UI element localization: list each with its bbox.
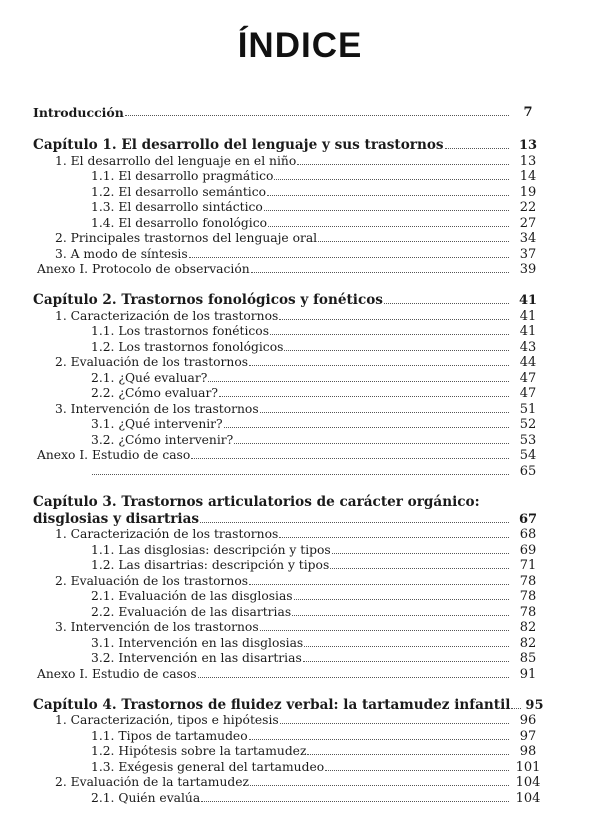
toc-page-number: 41 (519, 308, 537, 324)
toc-entry-label: 2. Evaluación de la tartamudez (55, 775, 249, 789)
dot-leader (279, 319, 509, 320)
dot-leader (267, 195, 509, 196)
toc-page-number: 53 (519, 432, 537, 448)
toc-entry-label: 2.1. Quién evalúa (91, 790, 201, 805)
toc-page-number: 68 (519, 527, 537, 542)
toc-entry[interactable] (33, 620, 543, 636)
toc-entry-blank[interactable] (33, 463, 543, 479)
toc-entry[interactable] (33, 759, 543, 775)
toc-entry[interactable] (33, 604, 543, 620)
dot-leader (234, 443, 509, 444)
toc-entry[interactable] (33, 200, 543, 216)
dot-leader (318, 241, 509, 242)
dot-leader (208, 381, 509, 382)
toc-entry-label: Introducción (33, 105, 124, 120)
dot-leader (307, 754, 509, 755)
dot-leader (325, 770, 509, 771)
toc-entry-label: Anexo I. Estudio de casos (37, 666, 197, 681)
toc-page-number: 54 (519, 448, 537, 463)
dot-leader (384, 303, 509, 304)
toc-entry[interactable] (33, 231, 543, 247)
toc-entry-label: Capítulo 2. Trastornos fonológicos y fonéticos (33, 292, 383, 308)
toc-entry-label: 3. Intervención de los trastornos (55, 401, 259, 416)
toc-entry[interactable] (33, 432, 543, 448)
toc-entry[interactable] (33, 790, 543, 806)
dot-leader (280, 723, 509, 724)
toc-entry-label: disglosias y disartrias (33, 510, 200, 527)
dot-leader (260, 630, 509, 631)
toc-page-number: 78 (519, 604, 537, 620)
dot-leader (191, 458, 509, 459)
toc-entry-label: 1.2. Hipótesis sobre la tartamudez (91, 744, 307, 758)
toc-entry[interactable] (33, 666, 543, 682)
dot-leader (219, 396, 509, 397)
toc-entry-label: 3.1. ¿Qué intervenir? (91, 417, 223, 431)
toc-entry-label: 2.1. Evaluación de las disglosias (91, 589, 293, 603)
dot-leader (200, 522, 509, 523)
toc-entry[interactable] (33, 775, 543, 791)
toc-entry[interactable] (33, 324, 543, 340)
chapter-heading[interactable] (33, 291, 543, 308)
toc-page-number: 41 (518, 293, 538, 308)
chapter-heading[interactable] (33, 136, 543, 153)
toc-page-number: 41 (519, 324, 537, 339)
dot-leader (274, 179, 509, 180)
dot-leader (249, 584, 509, 585)
toc-entry-label: 2.2. ¿Cómo evaluar? (91, 386, 218, 400)
toc-entry-label: Anexo I. Protocolo de observación (37, 262, 250, 276)
dot-leader (249, 739, 509, 740)
toc-page-number: 14 (519, 169, 537, 184)
toc-entry[interactable] (33, 401, 543, 417)
toc-page-number: 43 (519, 339, 537, 355)
dot-leader (260, 412, 509, 413)
dot-leader (445, 148, 509, 149)
page-title: ÍNDICE (237, 26, 363, 65)
toc-page-number: 96 (519, 713, 537, 728)
dot-leader (511, 708, 521, 709)
toc-page-number: 104 (515, 790, 541, 806)
toc-entry-label: 2. Evaluación de los trastornos (55, 355, 249, 369)
toc-entry-label: Capítulo 4. Trastornos de fluidez verbal: la tartamudez infantil (33, 696, 511, 713)
toc-entry-label: 3. A modo de síntesis (55, 246, 188, 261)
toc-page-number: 67 (518, 511, 538, 527)
toc-page-number: 65 (519, 463, 537, 479)
toc-entry[interactable] (33, 169, 543, 185)
toc-entry[interactable] (33, 262, 543, 278)
dot-leader (224, 427, 509, 428)
toc-entry[interactable] (33, 417, 543, 433)
toc-entry-label: 3.2. ¿Cómo intervenir? (91, 432, 234, 447)
toc-page-number: 19 (519, 184, 537, 200)
toc-page-number: 52 (519, 417, 537, 432)
toc-page-number: 91 (519, 666, 537, 682)
toc-entry[interactable] (33, 184, 543, 200)
toc-page-number: 82 (519, 635, 537, 651)
toc-entry[interactable] (33, 448, 543, 464)
dot-leader (303, 661, 509, 662)
toc-entry-label: 1. El desarrollo del lenguaje en el niño (55, 153, 297, 168)
spacer (33, 479, 543, 493)
dot-leader (297, 164, 509, 165)
toc-entry-label: 3.2. Intervención en las disartrias (91, 651, 302, 665)
toc-entry[interactable] (33, 215, 543, 231)
toc-entry-label: 1.2. El desarrollo semántico (91, 184, 266, 199)
dot-leader (332, 553, 509, 554)
dot-leader (201, 801, 509, 802)
toc-entry-label: 1.1. El desarrollo pragmático (91, 169, 274, 183)
toc-page-number: 13 (519, 153, 537, 169)
table-of-contents (33, 103, 543, 806)
dot-leader (294, 599, 509, 600)
toc-page-number: 7 (523, 105, 533, 120)
toc-page-number: 101 (515, 759, 541, 775)
toc-entry-label: 2.1. ¿Qué evaluar? (91, 370, 208, 385)
dot-leader (330, 568, 509, 569)
toc-page-number: 82 (519, 620, 537, 635)
dot-leader (268, 226, 509, 227)
spacer (33, 682, 543, 696)
toc-entry[interactable] (33, 713, 543, 729)
toc-page-number: 44 (519, 355, 537, 370)
toc-entry-label: Anexo I. Estudio de caso (37, 448, 191, 462)
spacer (33, 120, 543, 136)
toc-entry-introduction[interactable] (33, 103, 543, 120)
toc-entry[interactable] (33, 728, 543, 744)
toc-entry-label: 2.2. Evaluación de las disartrias (91, 604, 292, 619)
dot-leader (189, 257, 509, 258)
toc-entry[interactable] (33, 308, 543, 324)
chapter-title: Capítulo 3. Trastornos articulatorios de carácter orgánico: (33, 493, 480, 510)
dot-leader (292, 615, 509, 616)
toc-entry-label: 1. Caracterización de los trastornos (55, 527, 279, 541)
toc-entry-label: Capítulo 1. El desarrollo del lenguaje y sus trastornos (33, 137, 444, 153)
toc-entry[interactable] (33, 370, 543, 386)
dot-leader (249, 365, 509, 366)
toc-entry-label: 1.2. Las disartrias: descripción y tipos (91, 558, 330, 572)
toc-entry[interactable] (33, 744, 543, 760)
toc-page-number: 34 (519, 231, 537, 246)
toc-page-number: 95 (525, 697, 544, 713)
toc-entry[interactable] (33, 635, 543, 651)
toc-entry[interactable] (33, 542, 543, 558)
toc-entry-label: 1.1. Tipos de tartamudeo (91, 728, 248, 743)
toc-entry-label: 1.3. El desarrollo sintáctico (91, 200, 263, 214)
dot-leader (92, 474, 509, 475)
toc-entry[interactable] (33, 355, 543, 371)
toc-entry[interactable] (33, 589, 543, 605)
chapter-heading[interactable] (33, 493, 543, 510)
dot-leader (264, 210, 509, 211)
dot-leader (270, 334, 509, 335)
toc-entry[interactable] (33, 246, 543, 262)
toc-entry[interactable] (33, 573, 543, 589)
toc-page-number: 97 (519, 728, 537, 744)
dot-leader (198, 677, 509, 678)
chapter-heading[interactable] (33, 696, 543, 713)
toc-entry[interactable] (33, 558, 543, 574)
toc-entry-label: 1.1. Los trastornos fonéticos (91, 324, 270, 338)
toc-entry-label: 3.1. Intervención en las disglosias (91, 635, 304, 650)
toc-page-number: 71 (519, 558, 537, 573)
dot-leader (125, 115, 509, 116)
dot-leader (279, 537, 509, 538)
toc-entry[interactable] (33, 527, 543, 543)
toc-page-number: 47 (519, 370, 537, 386)
toc-page-number: 37 (519, 246, 537, 262)
spacer (33, 277, 543, 291)
toc-page-number: 98 (519, 744, 537, 759)
dot-leader (304, 646, 509, 647)
toc-page-number: 104 (515, 775, 541, 790)
toc-page-number: 39 (519, 262, 537, 277)
toc-entry-label: 2. Principales trastornos del lenguaje oral (55, 231, 318, 245)
toc-entry-label: 1.1. Las disglosias: descripción y tipos (91, 542, 331, 557)
toc-entry[interactable] (33, 651, 543, 667)
toc-page-number: 69 (519, 542, 537, 558)
toc-entry-label: 1. Caracterización de los trastornos (55, 308, 279, 323)
toc-entry-label: 1. Caracterización, tipos e hipótesis (55, 713, 279, 727)
toc-entry-label: 3. Intervención de los trastornos (55, 620, 259, 634)
toc-entry[interactable] (33, 386, 543, 402)
toc-page-number: 78 (519, 573, 537, 589)
toc-entry[interactable] (33, 339, 543, 355)
dot-leader (284, 350, 509, 351)
toc-entry-label: 1.2. Los trastornos fonológicos (91, 339, 284, 354)
toc-page-number: 13 (518, 138, 538, 153)
chapter-heading-cont[interactable] (33, 510, 543, 527)
toc-entry-label: 1.3. Exégesis general del tartamudeo (91, 759, 325, 774)
toc-entry-label: 2. Evaluación de los trastornos (55, 573, 249, 588)
dot-leader (251, 272, 509, 273)
dot-leader (250, 785, 509, 786)
toc-page-number: 85 (519, 651, 537, 666)
toc-entry-label: 1.4. El desarrollo fonológico (91, 215, 268, 230)
toc-page-number: 47 (519, 386, 537, 401)
toc-entry[interactable] (33, 153, 543, 169)
toc-page-number: 51 (519, 401, 537, 417)
toc-page-number: 27 (519, 215, 537, 231)
toc-page-number: 78 (519, 589, 537, 604)
toc-page-number: 22 (519, 200, 537, 215)
